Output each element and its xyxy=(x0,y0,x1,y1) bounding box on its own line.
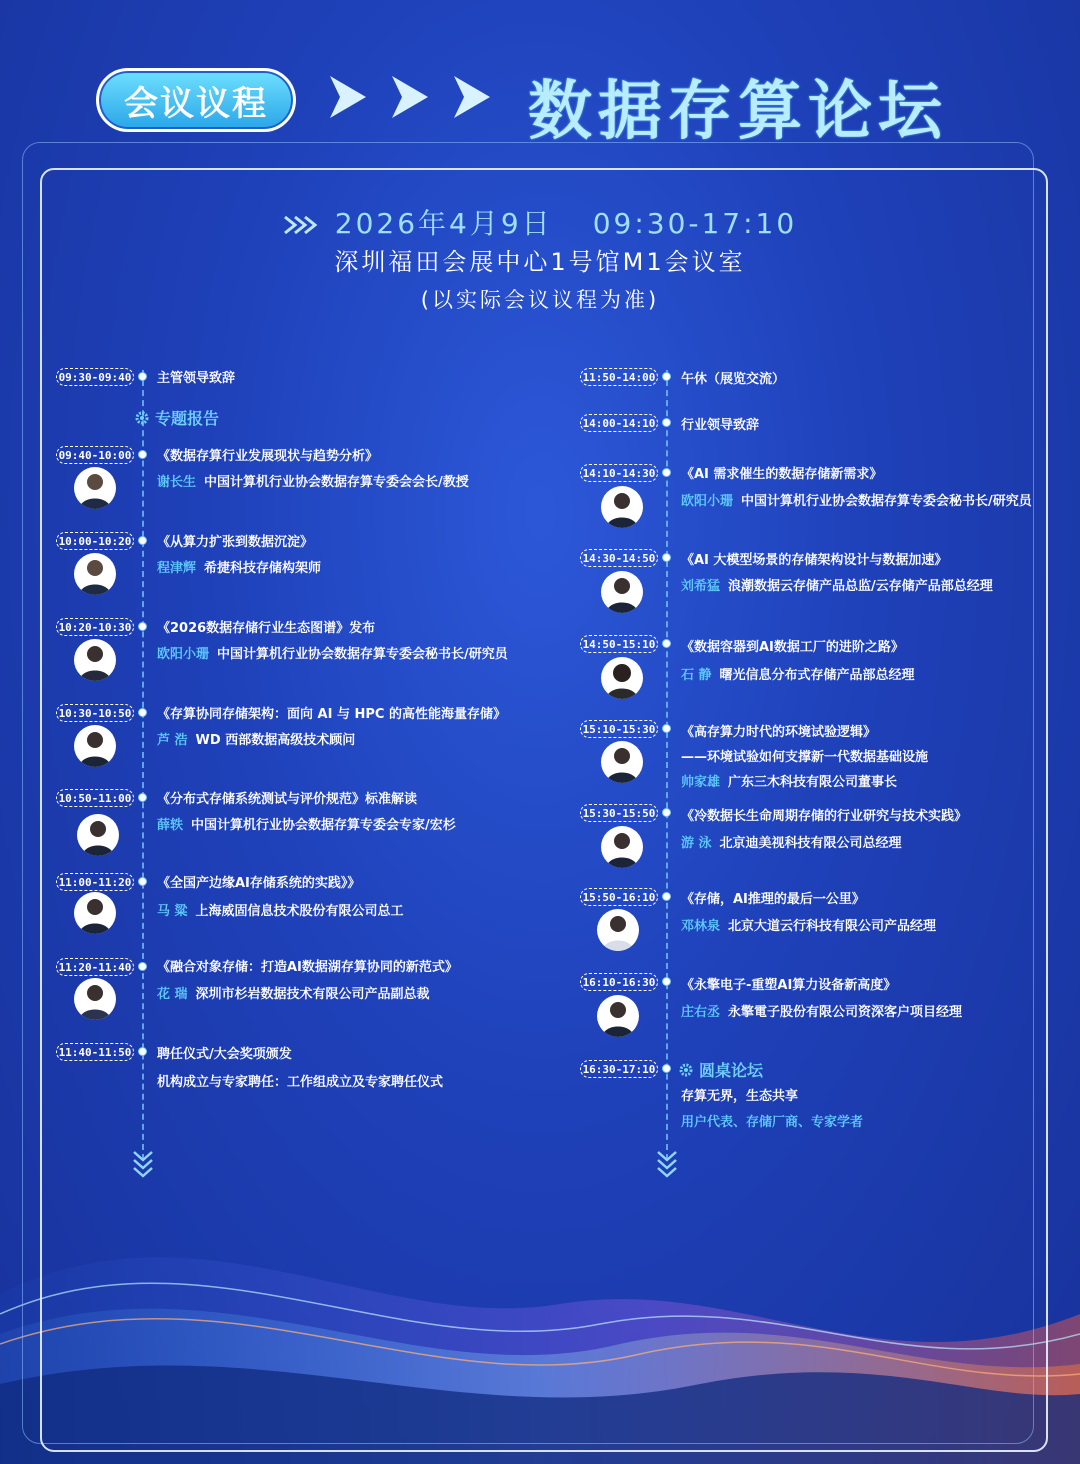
speaker-line: 马 粱 上海威固信息技术股份有限公司总工 xyxy=(157,904,404,919)
triple-arrow-icon xyxy=(330,72,510,122)
session-title: 存算无界，生态共享 xyxy=(681,1089,799,1104)
time-pill: 11:40-11:50 xyxy=(56,1043,134,1061)
session-title: 聘任仪式/大会奖项颁发 xyxy=(157,1047,292,1062)
time-pill: 14:10-14:30 xyxy=(580,464,658,482)
timeline-dot xyxy=(662,724,671,733)
session-title: 主管领导致辞 xyxy=(157,371,236,386)
session-title: 《高存算力时代的环境试验逻辑》 xyxy=(681,725,877,740)
session-subtitle: ——环境试验如何支撑新一代数据基础设施 xyxy=(681,750,929,765)
timeline-dot xyxy=(138,793,147,802)
time-pill: 16:10-16:30 xyxy=(580,973,658,991)
time-pill: 11:20-11:40 xyxy=(56,958,134,976)
timeline-dot xyxy=(662,468,671,477)
timeline-dot xyxy=(138,962,147,971)
session-title: 《数据容器到AI数据工厂的进阶之路》 xyxy=(681,640,904,655)
timeline-dot xyxy=(138,708,147,717)
time-pill: 16:30-17:10 xyxy=(580,1060,658,1078)
timeline-dot xyxy=(662,372,671,381)
forum-title: 数据存算论坛 xyxy=(528,75,948,149)
gear-icon xyxy=(679,1063,693,1077)
session-subtitle: 用户代表、存储厂商、专家学者 xyxy=(681,1115,864,1130)
event-date: 2026年4月9日 xyxy=(334,207,553,240)
time-pill: 14:00-14:10 xyxy=(580,414,658,432)
timeline-dot xyxy=(662,553,671,562)
section-heading: 专题报告 xyxy=(135,406,219,429)
speaker-avatar xyxy=(74,553,116,595)
speaker-avatar xyxy=(74,725,116,767)
time-pill: 14:30-14:50 xyxy=(580,549,658,567)
left-timeline xyxy=(142,370,144,1160)
speaker-avatar xyxy=(601,571,643,613)
speaker-avatar xyxy=(74,639,116,681)
date-line xyxy=(0,202,1080,242)
speaker-avatar xyxy=(597,995,639,1037)
timeline-dot xyxy=(138,1047,147,1056)
time-pill: 10:50-11:00 xyxy=(56,789,134,807)
time-pill: 10:20-10:30 xyxy=(56,618,134,636)
timeline-dot xyxy=(662,1064,671,1073)
time-pill: 11:50-14:00 xyxy=(580,368,658,386)
session-title: 《分布式存储系统测试与评价规范》标准解读 xyxy=(157,792,418,807)
speaker-line: 花 瑞 深圳市杉岩数据技术有限公司产品副总裁 xyxy=(157,987,430,1002)
speaker-line: 谢长生 中国计算机行业协会数据存算专委会会长/教授 xyxy=(157,475,469,490)
timeline-dot xyxy=(662,639,671,648)
speaker-avatar xyxy=(74,467,116,509)
speaker-line: 帅家雄 广东三木科技有限公司董事长 xyxy=(681,775,898,790)
right-timeline xyxy=(666,370,668,1160)
session-title: 《数据存算行业发展现状与趋势分析》 xyxy=(157,449,379,464)
speaker-avatar xyxy=(74,978,116,1020)
session-title: 《2026数据存储行业生态图谱》发布 xyxy=(157,621,376,636)
session-title: 《永擎电子-重塑AI算力设备新高度》 xyxy=(681,978,897,993)
session-title: 《AI 需求催生的数据存储新需求》 xyxy=(681,467,883,482)
speaker-avatar xyxy=(601,741,643,783)
chevron-down-icon xyxy=(132,1150,154,1178)
speaker-line: 欧阳小珊 中国计算机行业协会数据存算专委会秘书长/研究员 xyxy=(681,494,1032,509)
event-venue: 深圳福田会展中心1号馆M1会议室 xyxy=(334,248,746,276)
time-pill: 10:30-10:50 xyxy=(56,704,134,722)
time-pill: 14:50-15:10 xyxy=(580,635,658,653)
timeline-dot xyxy=(138,450,147,459)
time-pill: 10:00-10:20 xyxy=(56,532,134,550)
speaker-avatar xyxy=(597,909,639,951)
speaker-line: 芦 浩 WD 西部数据高级技术顾问 xyxy=(157,733,356,748)
speaker-line: 薛轶 中国计算机行业协会数据存算专委会专家/宏杉 xyxy=(157,818,456,833)
speaker-avatar xyxy=(77,814,119,856)
time-pill: 15:10-15:30 xyxy=(580,720,658,738)
speaker-line: 程津辉 希捷科技存储构架师 xyxy=(157,561,322,576)
time-pill: 15:30-15:50 xyxy=(580,804,658,822)
speaker-line: 欧阳小珊 中国计算机行业协会数据存算专委会秘书长/研究员 xyxy=(157,647,508,662)
double-chevron-icon xyxy=(283,215,319,235)
session-title: 《AI 大模型场景的存储架构设计与数据加速》 xyxy=(681,553,948,568)
speaker-avatar xyxy=(74,892,116,934)
gear-icon xyxy=(135,411,149,425)
time-pill: 11:00-11:20 xyxy=(56,873,134,891)
speaker-avatar xyxy=(601,826,643,868)
speaker-line: 刘希猛 浪潮数据云存储产品总监/云存储产品部总经理 xyxy=(681,579,993,594)
event-time: 09:30-17:10 xyxy=(592,207,798,240)
timeline-dot xyxy=(662,418,671,427)
session-title: 午休（展览交流） xyxy=(681,372,786,387)
timeline-dot xyxy=(662,977,671,986)
timeline-dot xyxy=(662,808,671,817)
time-pill: 09:40-10:00 xyxy=(56,446,134,464)
speaker-line: 游 泳 北京迪美视科技有限公司总经理 xyxy=(681,836,902,851)
timeline-dot xyxy=(138,877,147,886)
session-title: 《融合对象存储：打造AI数据湖存算协同的新范式》 xyxy=(157,960,458,975)
timeline-dot xyxy=(662,892,671,901)
agenda-note: (以实际会议议程为准) xyxy=(420,288,660,312)
speaker-line: 邓林泉 北京大道云行科技有限公司产品经理 xyxy=(681,919,937,934)
session-title: 《全国产边缘AI存储系统的实践》》 xyxy=(157,876,361,891)
timeline-dot xyxy=(138,536,147,545)
session-title: 《存储，AI推理的最后一公里》 xyxy=(681,892,865,907)
time-pill: 15:50-16:10 xyxy=(580,888,658,906)
session-title: 《冷数据长生命周期存储的行业研究与技术实践》 xyxy=(681,809,968,824)
session-title: 行业领导致辞 xyxy=(681,418,760,433)
speaker-avatar xyxy=(601,657,643,699)
section-heading: 圆桌论坛 xyxy=(679,1058,763,1081)
timeline-dot xyxy=(138,372,147,381)
session-title: 《从算力扩张到数据沉淀》 xyxy=(157,535,314,550)
session-title: 《存算协同存储架构：面向 AI 与 HPC 的高性能海量存储》 xyxy=(157,707,506,722)
timeline-dot xyxy=(138,622,147,631)
chevron-down-icon xyxy=(656,1150,678,1178)
speaker-line: 庄右丞 永擎電子股份有限公司资深客户项目经理 xyxy=(681,1005,963,1020)
speaker-avatar xyxy=(601,486,643,528)
agenda-badge: 会议议程 xyxy=(96,68,296,132)
speaker-line: 石 静 曙光信息分布式存储产品部总经理 xyxy=(681,668,915,683)
time-pill: 09:30-09:40 xyxy=(56,368,134,386)
session-subtitle: 机构成立与专家聘任：工作组成立及专家聘任仪式 xyxy=(157,1075,444,1090)
